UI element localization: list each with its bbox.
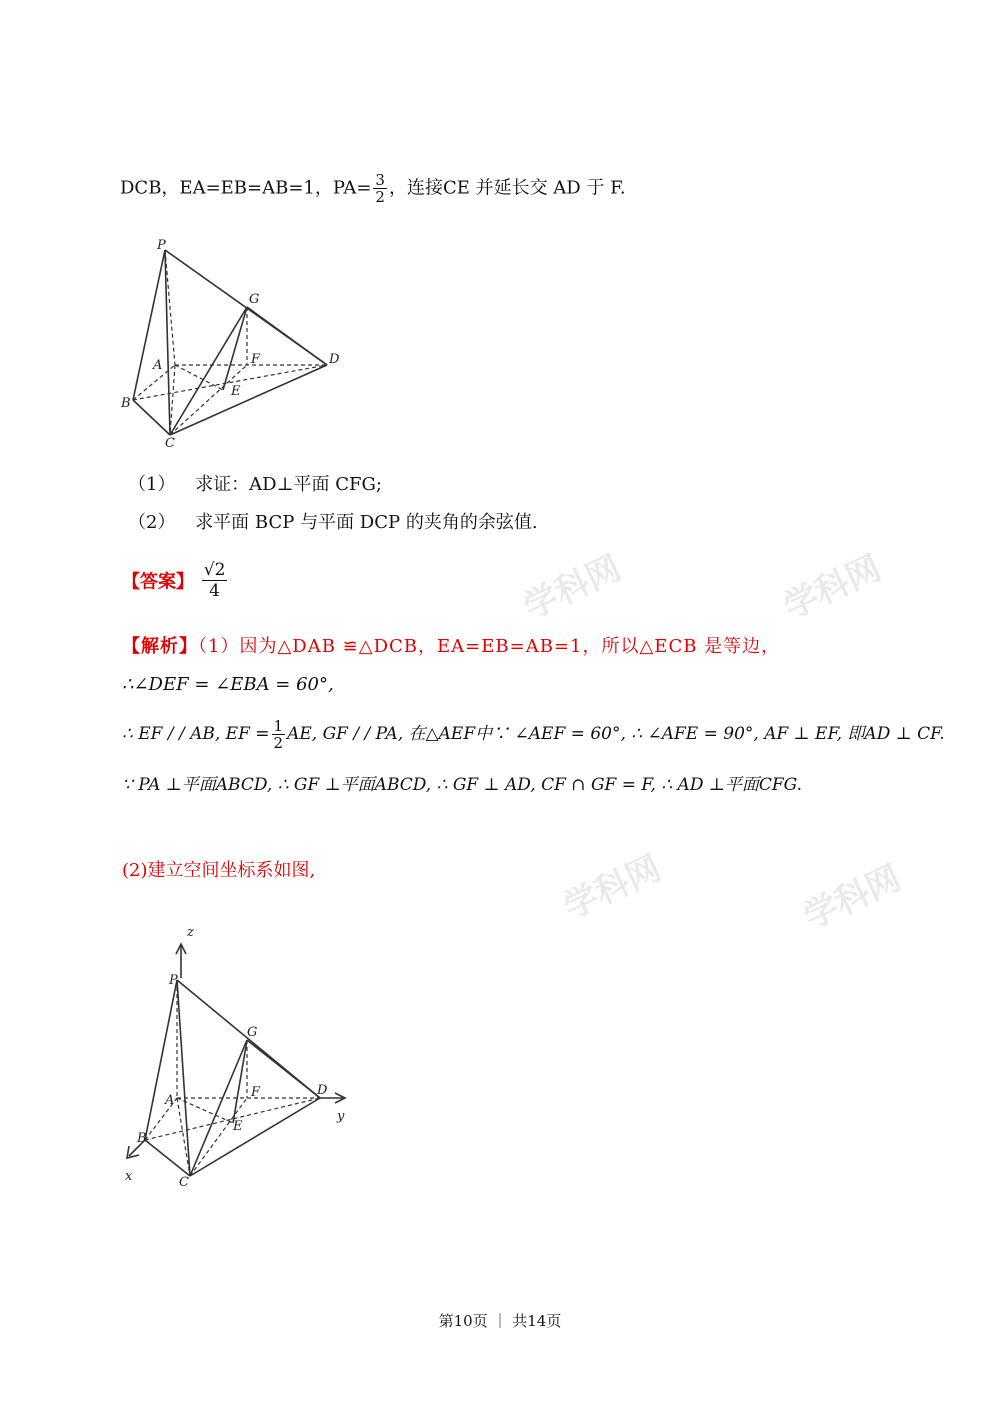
answer-numerator: √2 xyxy=(203,560,226,580)
label-P: P xyxy=(157,238,166,253)
problem-intro xyxy=(120,172,626,205)
pa-denominator: 2 xyxy=(375,188,385,206)
analysis-fraction-denominator: 2 xyxy=(273,734,284,752)
pyramid-diagram xyxy=(115,235,355,450)
axis-label-x: x xyxy=(125,1169,133,1184)
analysis-line-2 xyxy=(122,674,334,695)
label-P: P xyxy=(169,973,178,988)
label-C: C xyxy=(165,436,175,450)
question-2 xyxy=(128,508,538,534)
analysis-line-1 xyxy=(122,632,780,658)
analysis-text-3-pre: ∴ EF / / AB, EF = xyxy=(122,724,270,744)
axis-label-z: z xyxy=(187,925,194,940)
coordinate-figure xyxy=(115,918,365,1188)
page-number: 第10页 ｜ 共14页 xyxy=(438,1312,562,1330)
pyramid-figure xyxy=(115,235,355,450)
page-footer xyxy=(0,1310,1000,1331)
watermark: 学科网 xyxy=(517,547,628,628)
label-D: D xyxy=(329,352,340,367)
analysis-text-3-post: AE, GF / / PA, 在△AEF中∵ ∠AEF = 60°, ∴ ∠AFE = 90°, AF ⊥ EF, 即AD ⊥ CF. xyxy=(287,724,945,744)
watermark: 学科网 xyxy=(557,847,668,928)
label-D: D xyxy=(317,1083,328,1098)
pa-fraction xyxy=(373,172,387,205)
question-1-text: 求证：AD⊥平面 CFG; xyxy=(195,474,382,495)
pa-numerator: 3 xyxy=(375,171,385,189)
watermark: 学科网 xyxy=(777,547,888,628)
question-2-text: 求平面 BCP 与平面 DCP 的夹角的余弦值. xyxy=(195,512,538,533)
label-C: C xyxy=(179,1175,189,1188)
question-1 xyxy=(128,470,382,496)
label-A: A xyxy=(153,358,163,373)
analysis-line-4 xyxy=(122,770,802,795)
intro-pre: DCB，EA=EB=AB=1，PA= xyxy=(120,177,372,199)
answer-line xyxy=(122,560,229,601)
analysis-fraction-numerator: 1 xyxy=(273,717,284,735)
intro-post: ，连接CE 并延长交 AD 于 F. xyxy=(388,177,626,199)
axis-label-y: y xyxy=(337,1109,345,1124)
answer-fraction xyxy=(202,560,228,601)
answer-label: 【答案】 xyxy=(122,571,194,593)
analysis-part-2 xyxy=(122,856,315,882)
label-F: F xyxy=(251,1085,261,1100)
label-B: B xyxy=(137,1131,147,1146)
label-E: E xyxy=(233,1119,243,1134)
analysis-fraction xyxy=(272,718,286,751)
analysis-part-2-text: (2)建立空间坐标系如图, xyxy=(122,860,316,881)
label-B: B xyxy=(121,396,131,411)
question-2-number: （2） xyxy=(128,512,176,533)
watermark: 学科网 xyxy=(797,857,908,938)
coordinate-diagram xyxy=(115,918,365,1188)
analysis-line-3 xyxy=(122,718,945,751)
label-A: A xyxy=(165,1093,175,1108)
answer-denominator: 4 xyxy=(209,581,220,601)
question-1-number: （1） xyxy=(128,474,176,495)
label-F: F xyxy=(251,352,261,367)
label-E: E xyxy=(231,384,241,399)
analysis-label: 【解析】 xyxy=(122,636,198,657)
analysis-text-1: （1）因为△DAB ≌△DCB，EA=EB=AB=1，所以△ECB 是等边， xyxy=(198,636,781,657)
analysis-text-2: ∴∠DEF = ∠EBA = 60°, xyxy=(122,674,334,695)
analysis-text-4: ∵ PA ⊥平面ABCD, ∴ GF ⊥平面ABCD, ∴ GF ⊥ AD, CF ∩ GF = F, ∴ AD ⊥平面CFG. xyxy=(122,775,803,795)
label-G: G xyxy=(247,1025,258,1040)
label-G: G xyxy=(249,292,260,307)
